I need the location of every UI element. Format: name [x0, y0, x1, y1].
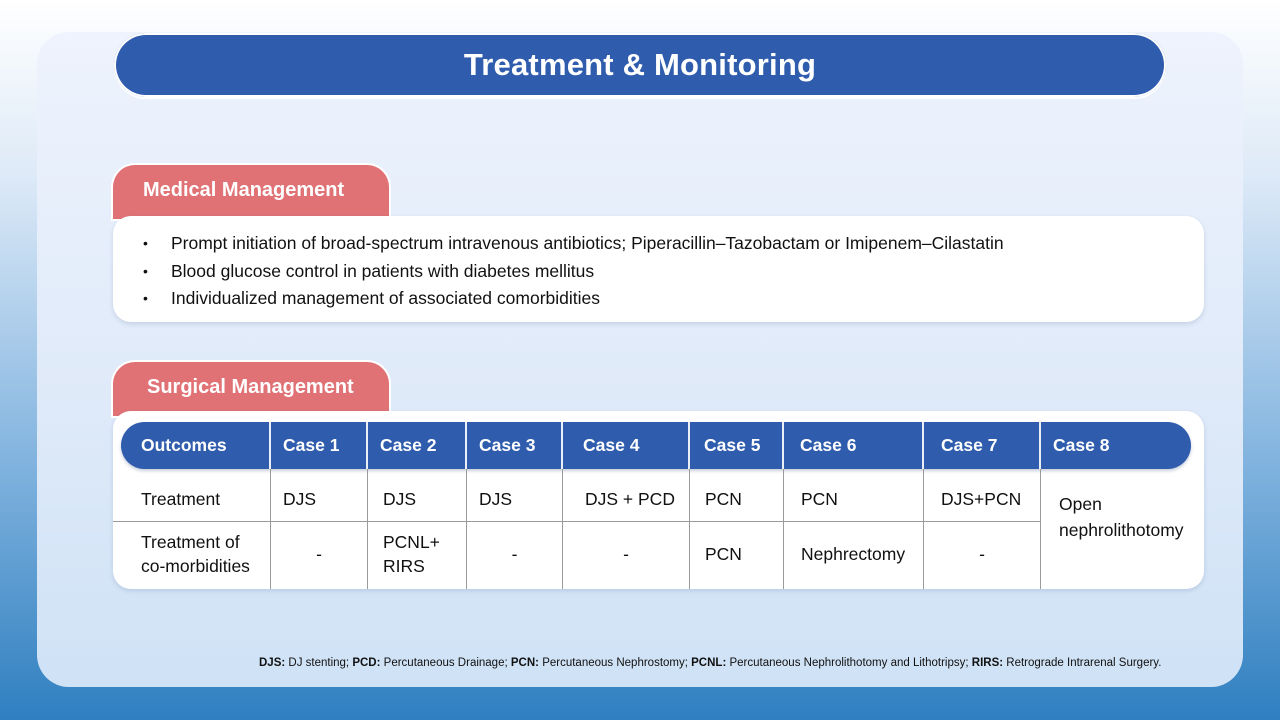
table-cell: PCN	[801, 489, 838, 509]
bullet-icon: •	[143, 235, 148, 251]
table-cell: -	[511, 544, 518, 564]
column-divider	[689, 469, 690, 589]
column-header-case-8: Case 8	[1053, 435, 1110, 455]
list-item: • Prompt initiation of broad-spectrum intravenous antibiotics; Piperacillin–Tazobactam or Imipenem–Cilastatin	[143, 230, 1204, 258]
footnote: DJS: DJ stenting; PCD: Percutaneous Drainage; PCN: Percutaneous Nephrostomy; PCNL: Percutaneous Nephrolithotomy and Lithotripsy; RIRS: Retrograde Intrarenal Surgery.	[259, 657, 1162, 669]
column-divider	[1040, 469, 1041, 589]
table-cell: -	[316, 544, 322, 564]
column-header-outcomes: Outcomes	[141, 435, 227, 455]
column-header-case-7: Case 7	[941, 435, 998, 455]
table-cell: PCNL+ RIRS	[383, 532, 440, 576]
surgical-management-tab	[113, 362, 389, 416]
table-cell: DJS	[283, 489, 317, 509]
medical-management-tab	[113, 165, 389, 219]
medical-management-heading: Medical Management	[143, 179, 345, 201]
table-cell: DJS	[383, 489, 417, 509]
title-bar	[114, 33, 1166, 97]
column-header-case-1: Case 1	[283, 435, 340, 455]
column-header-case-3: Case 3	[479, 435, 536, 455]
column-header-case-2: Case 2	[380, 435, 437, 455]
column-header-case-4: Case 4	[583, 435, 640, 455]
list-item: • Blood glucose control in patients with diabetes mellitus	[143, 258, 1204, 286]
table-cell: PCN	[705, 544, 742, 564]
row-divider	[113, 521, 1040, 522]
row-label-treatment-of-comorbidities: Treatment of co-morbidities	[141, 532, 250, 576]
table-cell: -	[979, 544, 985, 564]
table-cell: Nephrectomy	[801, 544, 906, 564]
bullet-icon: •	[143, 290, 148, 306]
medical-management-box	[113, 216, 1204, 322]
table-cell: PCN	[705, 489, 742, 509]
column-divider	[367, 469, 368, 589]
medical-management-list	[113, 216, 1204, 313]
table-cell: DJS+PCN	[941, 489, 1022, 509]
table-cell: DJS	[479, 489, 513, 509]
surgical-management-table	[113, 411, 1204, 589]
column-header-case-5: Case 5	[704, 435, 761, 455]
list-item: • Individualized management of associated comorbidities	[143, 285, 1204, 313]
bullet-icon: •	[143, 262, 148, 279]
column-divider	[783, 469, 784, 589]
page-title: Treatment & Monitoring	[463, 47, 817, 82]
table-header-row	[121, 422, 1191, 469]
surgical-management-heading: Surgical Management	[147, 376, 354, 398]
table-cell: DJS + PCD	[585, 489, 675, 509]
column-header-case-6: Case 6	[800, 435, 857, 455]
row-label-treatment: Treatment	[141, 489, 221, 509]
table-cell: -	[623, 544, 629, 564]
case-8-merged-cell: Open nephrolithotomy	[1059, 494, 1184, 540]
